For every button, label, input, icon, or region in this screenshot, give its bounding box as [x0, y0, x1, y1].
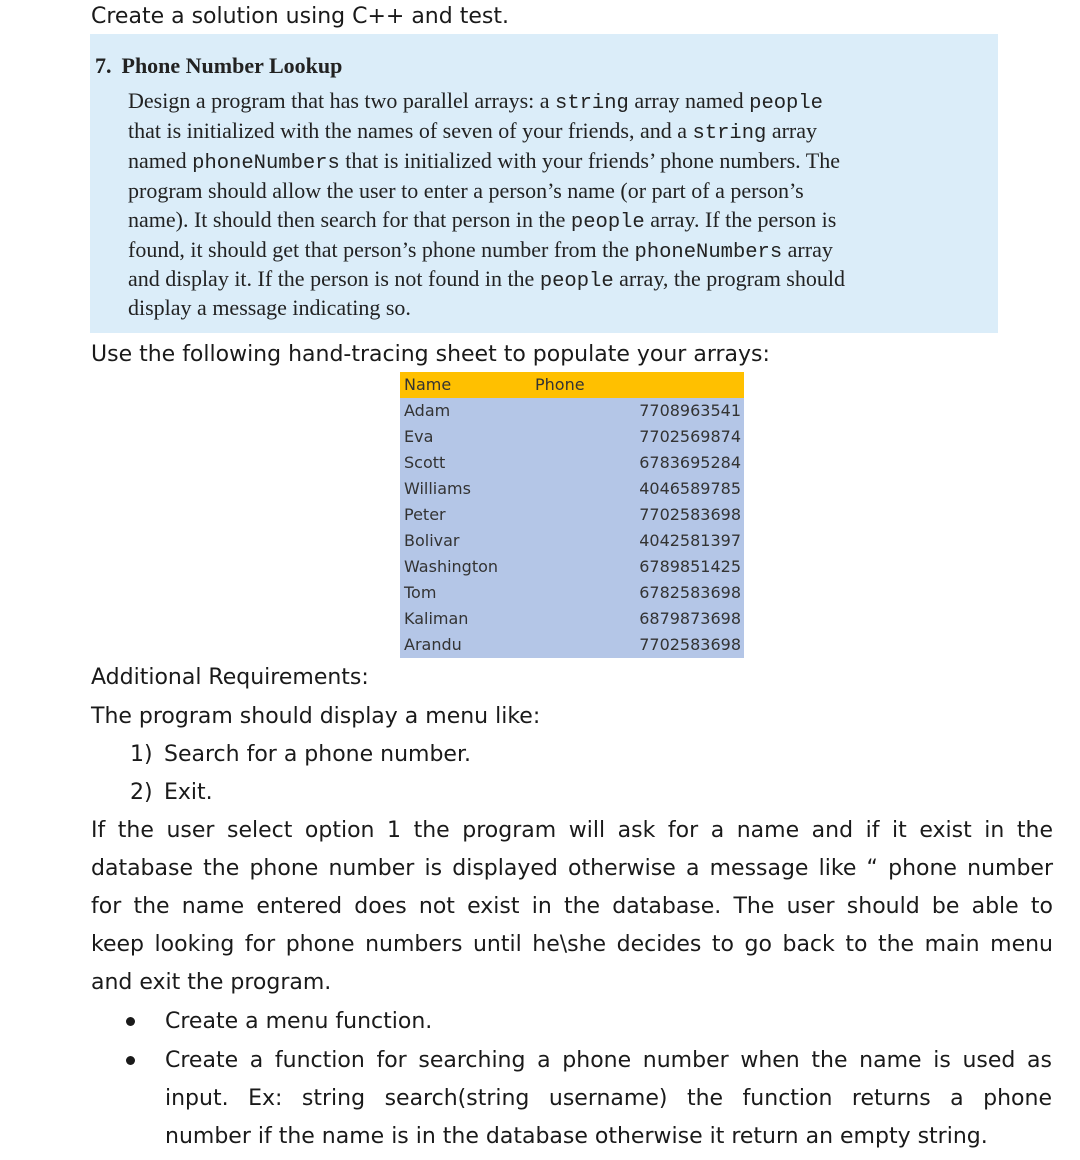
paragraph-line: If the user select option 1 the program will ask for a name and if it exist in the — [91, 818, 1053, 843]
problem-text: array named — [628, 88, 750, 113]
problem-text: display a message indicating so. — [128, 295, 411, 320]
sheet-cell-name: Scott — [404, 453, 446, 472]
menu-item-number: 1) — [130, 742, 153, 767]
problem-line — [128, 176, 804, 205]
menu-intro: The program should display a menu like: — [91, 704, 541, 729]
menu-item-label: Search for a phone number. — [164, 742, 471, 767]
paragraph-line: and exit the program. — [91, 970, 332, 995]
problem-box — [90, 34, 998, 333]
menu-item-exit — [130, 778, 213, 808]
sheet-cell-phone: 7708963541 — [639, 401, 741, 420]
problem-text: name). It should then search for that person in the — [128, 207, 571, 232]
menu-item-label: Exit. — [164, 780, 213, 805]
requirements-title: Additional Requirements: — [91, 665, 369, 690]
problem-line — [128, 235, 833, 267]
problem-text: array — [782, 237, 833, 262]
sheet-cell-name: Tom — [404, 583, 437, 602]
sheet-cell-name: Adam — [404, 401, 451, 420]
code-token: phoneNumbers — [192, 152, 340, 175]
sheet-cell-name: Washington — [404, 557, 499, 576]
code-token: string — [692, 122, 767, 145]
problem-line — [128, 264, 845, 296]
bullet-line: input. Ex: string search(string username) the function returns a phone — [165, 1086, 1052, 1111]
problem-line — [128, 116, 817, 148]
bullet-icon — [126, 1056, 135, 1065]
sheet-cell-phone: 6782583698 — [639, 583, 741, 602]
problem-line — [128, 146, 840, 178]
problem-text: array. If the person is — [644, 207, 837, 232]
sheet-cell-name: Peter — [404, 505, 446, 524]
sheet-cell-phone: 7702569874 — [639, 427, 741, 446]
sheet-cell-name: Eva — [404, 427, 434, 446]
menu-item-number: 2) — [130, 780, 153, 805]
problem-title-text: Phone Number Lookup — [121, 53, 343, 78]
header-name: Name — [404, 375, 452, 394]
problem-text: Design a program that has two parallel arrays: a — [128, 88, 556, 113]
paragraph-line: for the name entered does not exist in the database. The user should be able to — [91, 894, 1053, 919]
problem-text: and display it. If the person is not found in the — [128, 266, 540, 291]
sheet-cell-phone: 4042581397 — [639, 531, 741, 550]
problem-text: that is initialized with your friends’ phone numbers. The — [339, 148, 840, 173]
paragraph-line: keep looking for phone numbers until he\she decides to go back to the main menu — [91, 932, 1053, 957]
sheet-cell-phone: 6783695284 — [639, 453, 741, 472]
sheet-cell-name: Williams — [404, 479, 471, 498]
problem-line — [128, 86, 823, 118]
sheet-header-row — [400, 372, 744, 398]
hand-tracing-sheet — [400, 372, 744, 658]
problem-text: that is initialized with the names of seven of your friends, and a — [128, 118, 693, 143]
problem-title — [95, 53, 342, 79]
sheet-cell-name: Arandu — [404, 635, 462, 654]
tracing-sheet-lead: Use the following hand-tracing sheet to populate your arrays: — [91, 342, 770, 367]
menu-item-search — [130, 740, 471, 770]
sheet-cell-phone: 7702583698 — [639, 635, 741, 654]
intro-heading: Create a solution using C++ and test. — [91, 4, 509, 29]
sheet-cell-name: Kaliman — [404, 609, 469, 628]
problem-text: found, it should get that person’s phone number from the — [128, 237, 635, 262]
problem-text: array, the program should — [613, 266, 845, 291]
paragraph-line: database the phone number is displayed otherwise a message like “ phone number — [91, 856, 1053, 881]
code-token: people — [539, 270, 614, 293]
bullet-line: number if the name is in the database otherwise it return an empty string. — [165, 1124, 988, 1149]
problem-number: 7. — [95, 53, 112, 78]
sheet-cell-name: Bolivar — [404, 531, 460, 550]
code-token: people — [749, 92, 823, 115]
code-token: phoneNumbers — [634, 241, 783, 264]
code-token: string — [555, 92, 629, 115]
sheet-cell-phone: 6879873698 — [639, 609, 741, 628]
bullet-line: Create a function for searching a phone number when the name is used as — [165, 1048, 1052, 1073]
problem-line — [128, 293, 411, 322]
problem-text: named — [128, 148, 193, 173]
sheet-cell-phone: 6789851425 — [639, 557, 741, 576]
sheet-cell-phone: 4046589785 — [639, 479, 741, 498]
problem-text: program should allow the user to enter a person’s name (or part of a person’s — [128, 178, 804, 203]
sheet-cell-phone: 7702583698 — [639, 505, 741, 524]
header-phone: Phone — [535, 375, 585, 394]
bullet-icon — [126, 1017, 135, 1026]
bullet-line: Create a menu function. — [165, 1009, 433, 1034]
code-token: people — [570, 211, 645, 234]
problem-text: array — [766, 118, 818, 143]
problem-line — [128, 205, 836, 237]
